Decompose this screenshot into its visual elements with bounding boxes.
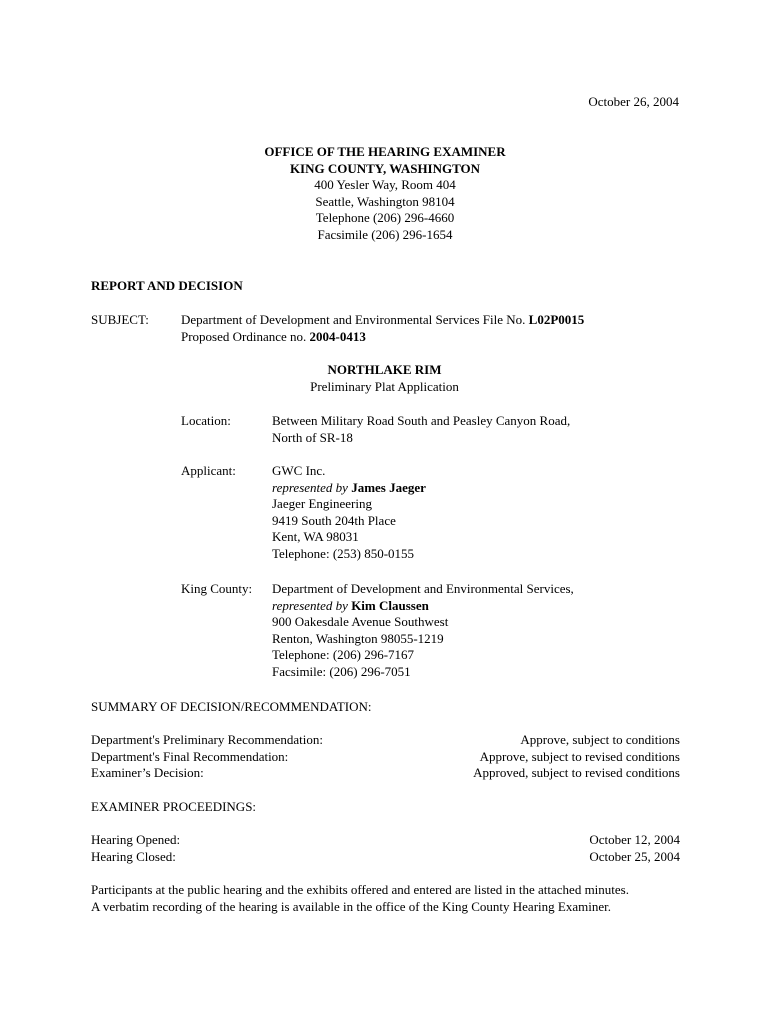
participants-paragraph bbox=[91, 882, 629, 915]
location-line: Between Military Road South and Peasley Canyon Road, bbox=[272, 413, 571, 428]
king-county-dept: Department of Development and Environmental Services, bbox=[272, 581, 574, 596]
king-county-representative bbox=[272, 598, 574, 615]
project-type: Preliminary Plat Application bbox=[310, 378, 459, 394]
proceedings-label: Hearing Closed: bbox=[91, 848, 176, 864]
decision-row bbox=[91, 765, 680, 782]
subject-ordinance-line bbox=[181, 329, 584, 346]
proceedings-label: Hearing Opened: bbox=[91, 832, 181, 847]
decision-row bbox=[91, 749, 680, 766]
applicant-company: Jaeger Engineering bbox=[272, 496, 372, 512]
proceedings-row bbox=[91, 849, 680, 866]
subject-label: SUBJECT: bbox=[91, 312, 149, 327]
applicant-telephone: Telephone: (253) 850-0155 bbox=[272, 545, 415, 561]
decision-label: Examiner’s Decision: bbox=[91, 765, 204, 781]
office-address: 400 Yesler Way, Room 404 bbox=[314, 177, 456, 193]
decision-table bbox=[91, 732, 680, 782]
applicant-name: GWC Inc. bbox=[272, 463, 326, 478]
decision-value: Approve, subject to revised conditions bbox=[479, 748, 680, 764]
proceedings-heading: EXAMINER PROCEEDINGS: bbox=[91, 799, 257, 814]
location-line: North of SR-18 bbox=[272, 429, 353, 445]
subject-file-line bbox=[181, 312, 584, 329]
king-county-label: King County: bbox=[181, 581, 253, 596]
ordinance-number: 2004-0413 bbox=[309, 328, 366, 344]
office-county: KING COUNTY, WASHINGTON bbox=[289, 160, 481, 176]
applicant-city: Kent, WA 98031 bbox=[272, 529, 359, 545]
proceedings-date: October 12, 2004 bbox=[589, 832, 680, 847]
location-value bbox=[272, 413, 570, 446]
applicant-address: 9419 South 204th Place bbox=[272, 512, 396, 528]
project-heading bbox=[181, 362, 588, 395]
subject-file-text: Department of Development and Environmental Services File No. bbox=[181, 312, 529, 327]
proceedings-row bbox=[91, 832, 680, 849]
decision-value: Approved, subject to revised conditions bbox=[473, 765, 680, 781]
office-telephone: Telephone (206) 296-4660 bbox=[315, 210, 455, 226]
represented-by-text: represented by bbox=[272, 597, 348, 613]
summary-heading: SUMMARY OF DECISION/RECOMMENDATION: bbox=[91, 699, 372, 714]
document-date: October 26, 2004 bbox=[588, 94, 679, 109]
office-name: OFFICE OF THE HEARING EXAMINER bbox=[264, 144, 506, 159]
subject-body bbox=[181, 312, 584, 345]
decision-value: Approve, subject to conditions bbox=[520, 732, 680, 747]
king-county-address: 900 Oakesdale Avenue Southwest bbox=[272, 614, 449, 630]
participants-line: A verbatim recording of the hearing is available in the office of the King County Hearing Examiner. bbox=[91, 898, 611, 914]
king-county-city: Renton, Washington 98055-1219 bbox=[272, 630, 444, 646]
king-county-telephone: Telephone: (206) 296-7167 bbox=[272, 647, 415, 663]
decision-label: Department's Preliminary Recommendation: bbox=[91, 732, 323, 747]
applicant-representative bbox=[272, 480, 426, 497]
office-letterhead bbox=[0, 144, 770, 244]
participants-line: Participants at the public hearing and the exhibits offered and entered are listed in the attached minutes. bbox=[91, 882, 629, 897]
applicant-label: Applicant: bbox=[181, 463, 236, 478]
decision-label: Department's Final Recommendation: bbox=[91, 748, 289, 764]
report-title: REPORT AND DECISION bbox=[91, 278, 243, 293]
file-number: L02P0015 bbox=[528, 312, 585, 327]
proceedings-date: October 25, 2004 bbox=[589, 848, 680, 864]
applicant-value bbox=[272, 463, 426, 563]
location-label: Location: bbox=[181, 413, 231, 428]
decision-row bbox=[91, 732, 680, 749]
project-name: NORTHLAKE RIM bbox=[327, 362, 442, 377]
king-county-value bbox=[272, 581, 574, 681]
office-facsimile: Facsimile (206) 296-1654 bbox=[317, 226, 453, 242]
office-city: Seattle, Washington 98104 bbox=[315, 193, 455, 209]
subject-ordinance-text: Proposed Ordinance no. bbox=[181, 328, 310, 344]
king-county-facsimile: Facsimile: (206) 296-7051 bbox=[272, 663, 411, 679]
representative-name: James Jaeger bbox=[351, 479, 426, 495]
representative-name: Kim Claussen bbox=[351, 597, 429, 613]
represented-by-text: represented by bbox=[272, 479, 348, 495]
proceedings-table bbox=[91, 832, 680, 865]
